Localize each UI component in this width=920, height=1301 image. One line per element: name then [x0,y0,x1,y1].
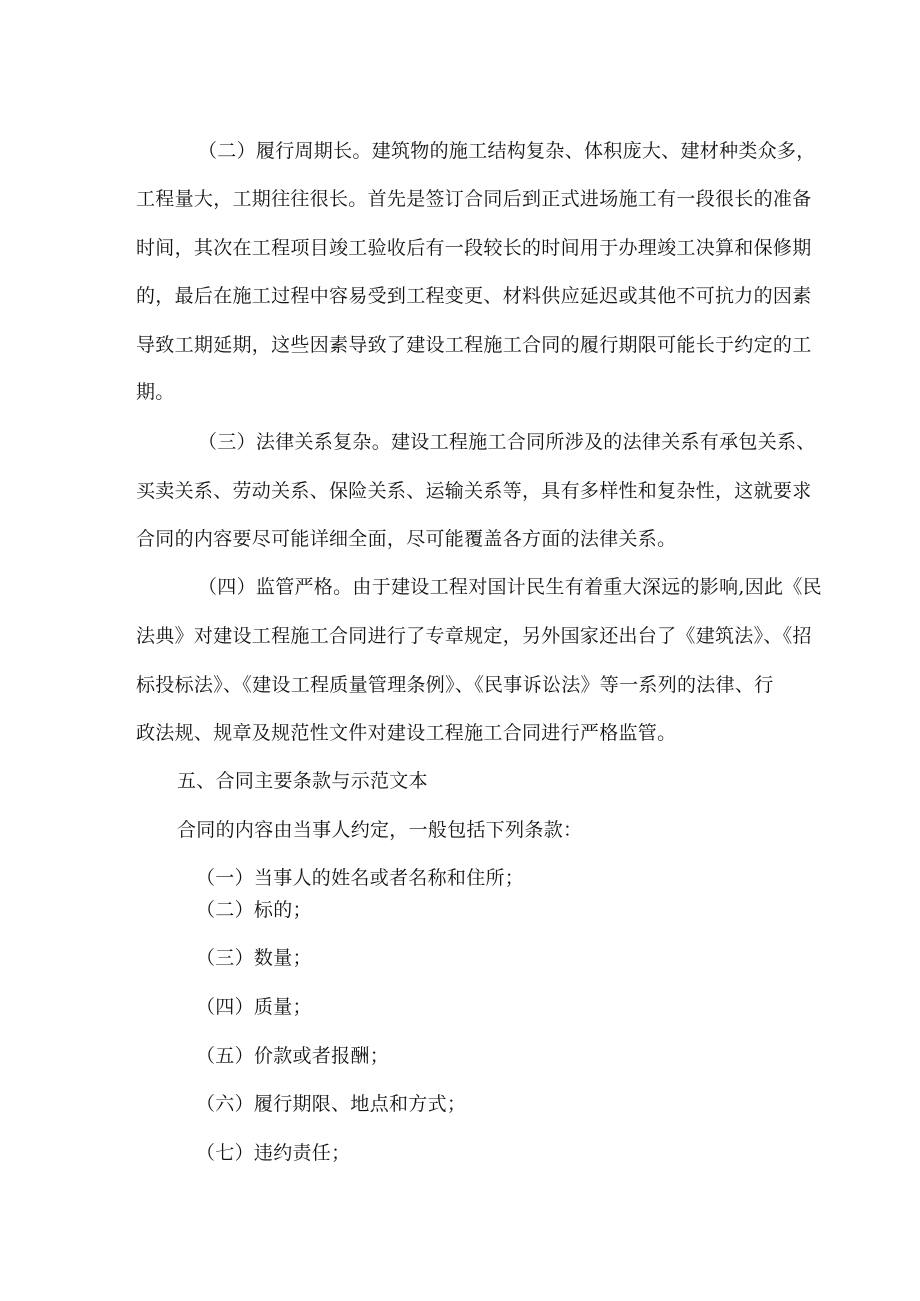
text-line: （三）法律关系复杂。建设工程施工合同所涉及的法律关系有承包关系、 [198,431,816,453]
text-line: 的，最后在施工过程中容易受到工程变更、材料供应延迟或其他不可抗力的因素 [136,285,812,307]
section-heading: 五、合同主要条款与示范文本 [177,770,428,792]
list-item: （四）质量； [196,996,312,1018]
text-line: 导致工期延期，这些因素导致了建设工程施工合同的履行期限可能长于约定的工 [136,334,812,356]
section-intro: 合同的内容由当事人约定，一般包括下列条款： [177,819,583,841]
list-item: （七）违约责任； [196,1142,351,1164]
text-line: （四）监管严格。由于建设工程对国计民生有着重大深远的影响,因此《民 [198,576,822,598]
text-line: 法典》对建设工程施工合同进行了专章规定，另外国家还出台了《建筑法》、《招 [136,625,812,647]
text-line: 政法规、规章及规范性文件对建设工程施工合同进行严格监管。 [136,722,677,744]
list-item: （二）标的； [196,899,312,921]
text-line: 合同的内容要尽可能详细全面，尽可能覆盖各方面的法律关系。 [136,528,677,550]
list-item: （五）价款或者报酬； [196,1045,390,1067]
text-line: 标投标法》、《建设工程质量管理条例》、《民事诉讼法》等一系列的法律、行 [136,674,774,696]
text-line: 时间，其次在工程项目竣工验收后有一段较长的时间用于办理竣工决算和保修期 [136,237,812,259]
list-item: （三）数量； [196,947,312,969]
list-item: （一）当事人的姓名或者名称和住所； [196,867,525,889]
list-item: （六）履行期限、地点和方式； [196,1093,467,1115]
text-line: 工程量大，工期往往很长。首先是签订合同后到正式进场施工有一段很长的准备 [136,188,812,210]
text-line: 期。 [136,381,175,403]
text-line: 买卖关系、劳动关系、保险关系、运输关系等，具有多样性和复杂性，这就要求 [136,480,812,502]
text-line: （二）履行周期长。建筑物的施工结构复杂、体积庞大、建材种类众多， [198,140,816,162]
